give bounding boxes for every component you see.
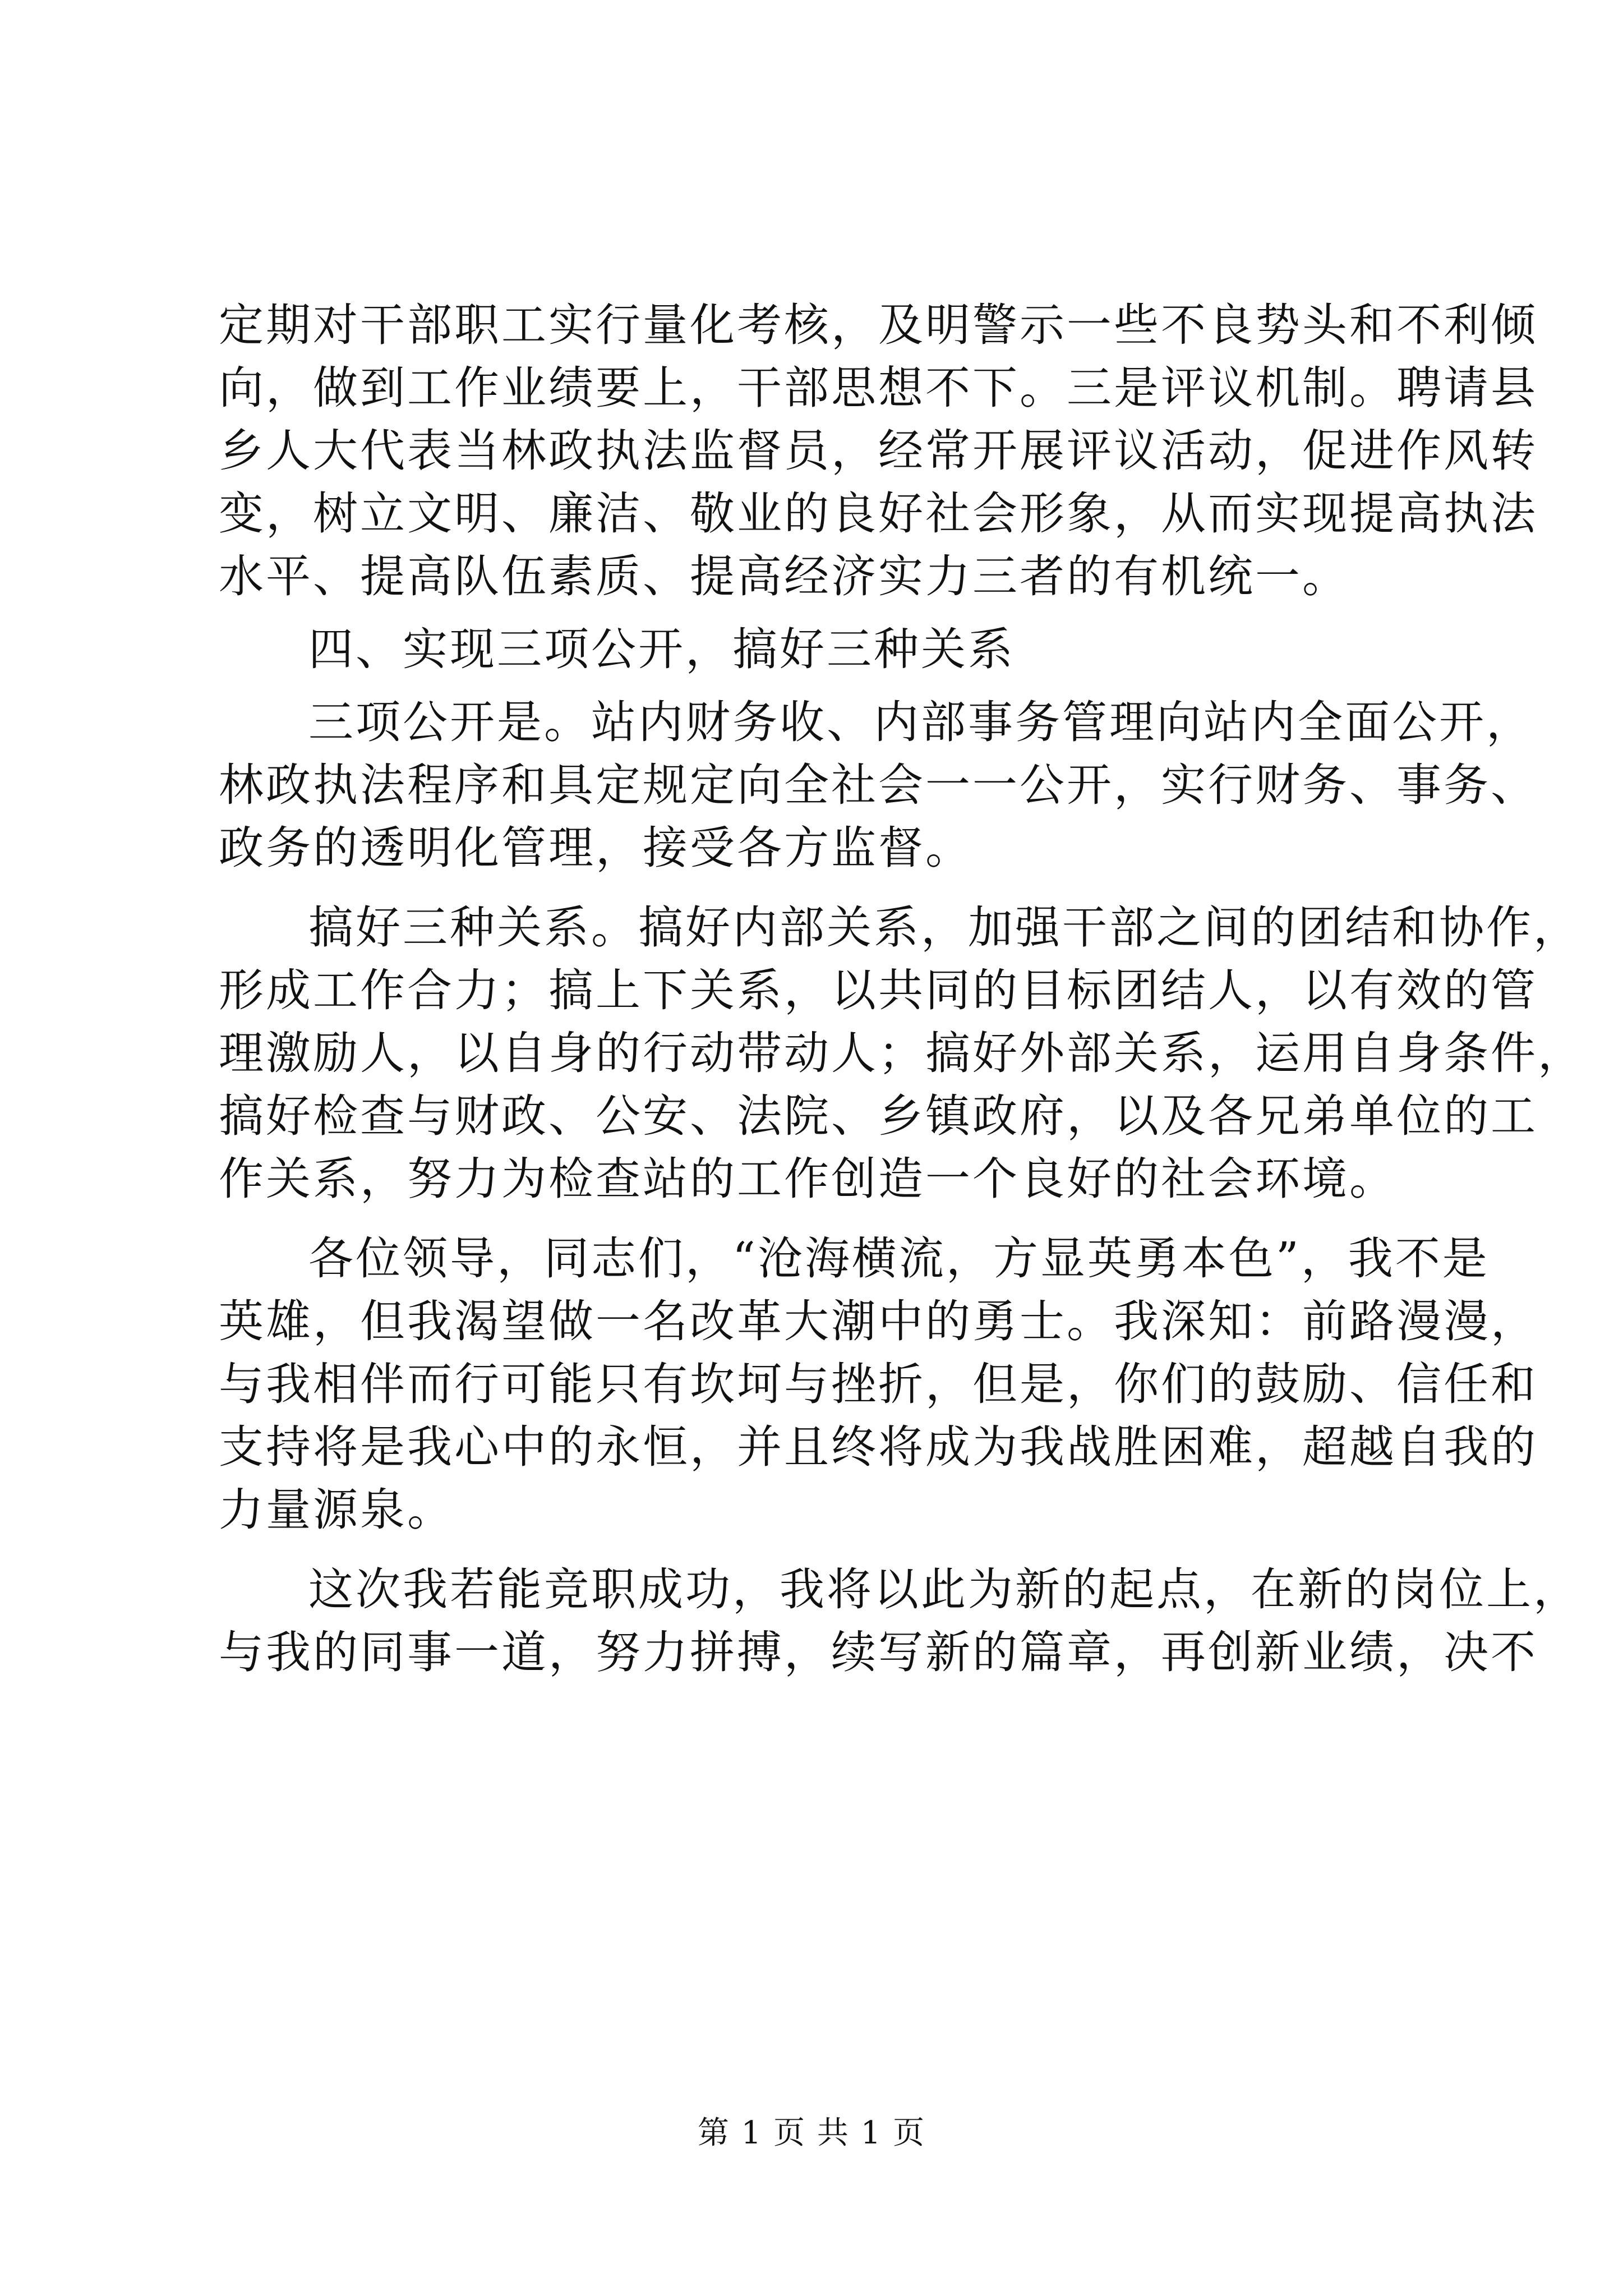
text-line: 作关系，努力为检查站的工作创造一个良好的社会环境。	[219, 1153, 1396, 1205]
text-line: 力量源泉。	[219, 1484, 454, 1536]
paragraph	[219, 1227, 1538, 1542]
text-line: 政务的透明化管理，接受各方监督。	[219, 822, 972, 874]
text-line: 四、实现三项公开，搞好三种关系	[308, 623, 1015, 675]
text-line: 理激励人，以自身的行动带动人；搞好外部关系，运用自身条件，	[219, 1027, 1585, 1079]
text-line: 与我的同事一道，努力拼搏，续写新的篇章，再创新业绩，决不	[219, 1626, 1538, 1678]
text-line: 各位领导，同志们，“沧海横流，方显英勇本色”，我不是	[308, 1232, 1490, 1285]
text-line: 水平、提高队伍素质、提高经济实力三者的有机统一。	[219, 550, 1349, 602]
text-line: 林政执法程序和具定规定向全社会一一公开，实行财务、事务、	[219, 759, 1538, 811]
text-line: 搞好检查与财政、公安、法院、乡镇政府，以及各兄弟单位的工	[219, 1090, 1538, 1142]
text-line: 形成工作合力；搞上下关系，以共同的目标团结人，以有效的管	[219, 964, 1538, 1016]
paragraph	[219, 691, 1538, 880]
text-line: 与我相伴而行可能只有坎坷与挫折，但是，你们的鼓励、信任和	[219, 1358, 1538, 1410]
paragraph	[219, 294, 1538, 608]
text-line: 乡人大代表当林政执法监督员，经常开展评议活动，促进作风转	[219, 425, 1538, 477]
text-line: 向，做到工作业绩要上，干部思想不下。三是评议机制。聘请县	[219, 362, 1538, 414]
text-line: 支持将是我心中的永恒，并且终将成为我战胜困难，超越自我的	[219, 1421, 1538, 1473]
page-footer: 第 1 页 共 1 页	[697, 2115, 926, 2151]
text-line: 搞好三种关系。搞好内部关系，加强干部之间的团结和协作，	[308, 901, 1580, 954]
text-line: 这次我若能竞职成功，我将以此为新的起点，在新的岗位上，	[308, 1563, 1580, 1616]
document-body	[219, 294, 1585, 1684]
text-line: 变，树立文明、廉洁、敬业的良好社会形象，从而实现提高执法	[219, 487, 1538, 540]
text-line: 定期对干部职工实行量化考核，及明警示一些不良势头和不利倾	[219, 299, 1538, 351]
paragraph	[219, 896, 1585, 1211]
section-heading	[219, 618, 1419, 681]
text-line: 三项公开是。站内财务收、内部事务管理向站内全面公开，	[308, 696, 1533, 748]
text-line: 英雄，但我渴望做一名改革大潮中的勇士。我深知：前路漫漫，	[219, 1295, 1538, 1347]
paragraph	[219, 1558, 1580, 1684]
